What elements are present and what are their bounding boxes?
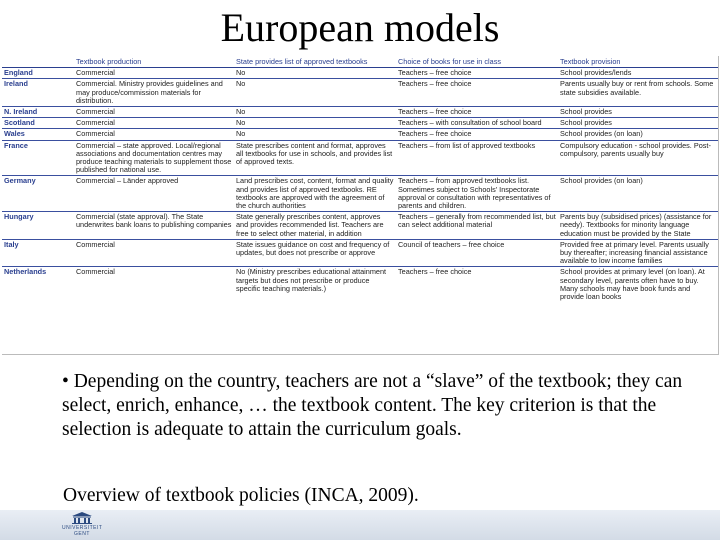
table-cell: Land prescribes cost, content, format and quality and provides list of approved textbooks. RE textbooks are approved with the agreement of the church authorities: [234, 176, 396, 212]
header-provision: Textbook provision: [558, 56, 718, 68]
table-cell-country: Scotland: [2, 118, 74, 129]
slide-title: European models: [220, 5, 500, 50]
table-cell: No: [234, 129, 396, 140]
university-logo: [62, 512, 102, 538]
table-cell: Parents buy (subsidised prices) (assistance for needy). Textbooks for minority language education must be provided by the State: [558, 212, 718, 240]
table-cell: Compulsory education - school provides. Post-compulsory, parents usually buy: [558, 140, 718, 176]
table-cell: School provides (on loan): [558, 129, 718, 140]
table-cell: School provides at primary level (on loan). At secondary level, parents often have to buy. Many schools may have book funds and provide loan books: [558, 267, 718, 302]
header-choice: Choice of books for use in class: [396, 56, 558, 68]
table-cell: Provided free at primary level. Parents usually buy thereafter; increasing financial assistance available to low income families: [558, 239, 718, 267]
table-cell-country: Ireland: [2, 79, 74, 107]
table-row: [2, 118, 718, 129]
table-cell: Commercial: [74, 107, 234, 118]
table-row: [2, 79, 718, 107]
table-cell: Parents usually buy or rent from schools. Some state subsidies available.: [558, 79, 718, 107]
logo-text-line1: UNIVERSITEIT: [62, 525, 103, 531]
policy-table-image: [2, 56, 719, 355]
table-cell: Teachers – with consultation of school board: [396, 118, 558, 129]
table-cell: Commercial (state approval). The State underwrites bank loans to publishing companies: [74, 212, 234, 240]
table-row: [2, 68, 718, 79]
table-cell-country: England: [2, 68, 74, 79]
table-cell: Commercial: [74, 118, 234, 129]
table-row: [2, 212, 718, 240]
table-cell: No: [234, 118, 396, 129]
table-cell: State prescribes content and format, approves all textbooks for use in schools, and provides list of approved texts.: [234, 140, 396, 176]
table-row: [2, 267, 718, 302]
table-cell: Commercial: [74, 68, 234, 79]
table-cell-country: Wales: [2, 129, 74, 140]
table-row: [2, 107, 718, 118]
table-cell: Commercial: [74, 129, 234, 140]
table-row: [2, 129, 718, 140]
table-cell: Teachers – free choice: [396, 107, 558, 118]
table-cell: State generally prescribes content, approves and provides recommended list. Teachers are free to select other material, in addition: [234, 212, 396, 240]
table-cell: Commercial – Länder approved: [74, 176, 234, 212]
table-cell: No (Ministry prescribes educational attainment targets but does not prescribe or produce specific teaching materials.): [234, 267, 396, 302]
source-citation: Overview of textbook policies (INCA, 2009).: [63, 485, 419, 506]
table-cell-country: Italy: [2, 239, 74, 267]
table-cell: Commercial: [74, 267, 234, 302]
table-header-row: [2, 56, 718, 68]
table-cell: School provides: [558, 107, 718, 118]
table-cell: Council of teachers – free choice: [396, 239, 558, 267]
table-cell: Teachers – free choice: [396, 129, 558, 140]
table-cell-country: Hungary: [2, 212, 74, 240]
policy-table: [2, 56, 718, 302]
bullet-paragraph: • Depending on the country, teachers are not a “slave” of the textbook; they can select, enrich, enhance, … the textbook content. The key criterion is that the selection is adequate to attain the curriculum goals.: [62, 371, 683, 440]
table-cell: Teachers – from list of approved textbooks: [396, 140, 558, 176]
table-cell: School provides (on loan): [558, 176, 718, 212]
table-cell: No: [234, 68, 396, 79]
university-building-icon: [72, 512, 92, 524]
table-cell: No: [234, 107, 396, 118]
footer-band: [0, 510, 720, 540]
table-cell: Teachers – free choice: [396, 68, 558, 79]
table-cell: Teachers – free choice: [396, 267, 558, 302]
table-cell: Commercial: [74, 239, 234, 267]
logo-text-line2: GENT: [74, 531, 90, 537]
table-row: [2, 140, 718, 176]
header-country: [2, 56, 74, 68]
header-approved-list: State provides list of approved textbooks: [234, 56, 396, 68]
table-cell: Teachers – free choice: [396, 79, 558, 107]
table-cell-country: N. Ireland: [2, 107, 74, 118]
table-cell: Teachers – generally from recommended list, but can select additional material: [396, 212, 558, 240]
table-cell: Teachers – from approved textbooks list. Sometimes subject to Schools' Inspectorate approval or consultation with representatives of parents and children.: [396, 176, 558, 212]
table-row: [2, 176, 718, 212]
logo-text: [62, 525, 102, 537]
table-cell: Commercial – state approved. Local/regional associations and documentation centres may produce teaching materials to supplement those published for national use.: [74, 140, 234, 176]
table-cell: No: [234, 79, 396, 107]
table-cell-country: Germany: [2, 176, 74, 212]
table-cell-country: France: [2, 140, 74, 176]
table-row: [2, 239, 718, 267]
table-cell: State issues guidance on cost and frequency of updates, but does not prescribe or approve: [234, 239, 396, 267]
table-cell-country: Netherlands: [2, 267, 74, 302]
table-cell: Commercial. Ministry provides guidelines and may produce/commission materials for distribution.: [74, 79, 234, 107]
header-production: Textbook production: [74, 56, 234, 68]
table-cell: School provides: [558, 118, 718, 129]
table-cell: School provides/lends: [558, 68, 718, 79]
